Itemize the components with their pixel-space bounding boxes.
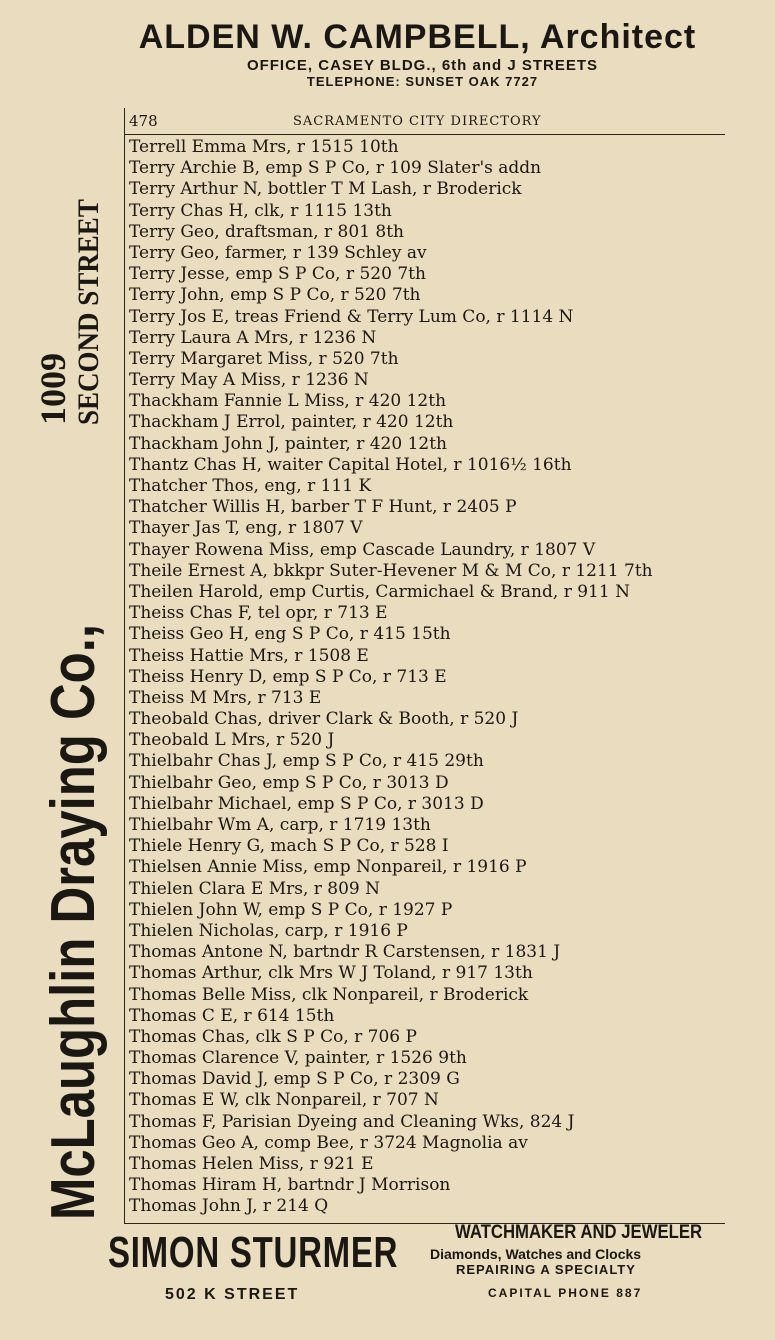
directory-entry: Terry John, emp S P Co, r 520 7th — [129, 285, 421, 306]
directory-entry: Thayer Rowena Miss, emp Cascade Laundry, r 1807 V — [129, 539, 596, 560]
directory-entry: Thomas Clarence V, painter, r 1526 9th — [129, 1048, 467, 1069]
directory-entry: Thielen Nicholas, carp, r 1916 P — [129, 920, 408, 941]
directory-entry: Thomas Hiram H, bartndr J Morrison — [129, 1175, 451, 1196]
directory-entry: Terry May A Miss, r 1236 N — [129, 370, 369, 391]
directory-entry: Terry Laura A Mrs, r 1236 N — [129, 327, 377, 348]
draying-street-number: 1009 — [33, 353, 73, 425]
directory-entry: Terry Chas H, clk, r 1115 13th — [129, 200, 392, 221]
directory-entry: Theobald L Mrs, r 520 J — [129, 730, 335, 751]
jeweler-specialty: REPAIRING A SPECIALTY — [456, 1262, 636, 1277]
directory-entry: Terry Jesse, emp S P Co, r 520 7th — [129, 264, 426, 285]
jeweler-trade: WATCHMAKER AND JEWELER — [455, 1222, 703, 1243]
directory-entry: Thielen John W, emp S P Co, r 1927 P — [129, 899, 453, 920]
directory-entry: Theiss M Mrs, r 713 E — [129, 687, 322, 708]
architect-name: ALDEN W. CAMPBELL, Architect — [138, 18, 697, 56]
jeweler-phone: CAPITAL PHONE 887 — [488, 1286, 643, 1300]
directory-entry: Theilen Harold, emp Curtis, Carmichael & Brand, r 911 N — [129, 581, 630, 602]
directory-entry: Thomas C E, r 614 15th — [129, 1005, 335, 1026]
directory-entry: Thackham J Errol, painter, r 420 12th — [129, 412, 454, 433]
draying-street-name: SECOND STREET — [72, 199, 105, 425]
directory-entry: Thatcher Thos, eng, r 111 K — [129, 476, 372, 496]
directory-entry: Thomas Antone N, bartndr R Carstensen, r 1831 J — [129, 942, 561, 963]
directory-entry: Theobald Chas, driver Clark & Booth, r 520 J — [129, 709, 519, 730]
directory-entry: Terry Jos E, treas Friend & Terry Lum Co, r 1114 N — [129, 306, 574, 327]
side-advertisement — [20, 120, 120, 1220]
jeweler-address: 502 K STREET — [165, 1286, 300, 1303]
directory-entry: Thomas F, Parisian Dyeing and Cleaning Wks, 824 J — [129, 1111, 575, 1132]
directory-entry: Thackham Fannie L Miss, r 420 12th — [129, 391, 447, 412]
directory-entry: Thiele Henry G, mach S P Co, r 528 I — [129, 836, 449, 857]
directory-entry: Thomas David J, emp S P Co, r 2309 G — [129, 1069, 460, 1090]
directory-entry: Theile Ernest A, bkkpr Suter-Hevener M & M Co, r 1211 7th — [129, 560, 653, 581]
page-header — [125, 108, 725, 135]
jeweler-name: SIMON STURMER — [108, 1228, 399, 1277]
directory-entry: Thantz Chas H, waiter Capital Hotel, r 1016½ 16th — [129, 454, 572, 475]
page-number: 478 — [129, 112, 158, 130]
directory-entry: Terrell Emma Mrs, r 1515 10th — [129, 137, 399, 157]
directory-entry: Terry Arthur N, bottler T M Lash, r Broderick — [129, 179, 522, 200]
directory-entry: Thomas E W, clk Nonpareil, r 707 N — [129, 1090, 439, 1111]
directory-entry: Terry Geo, farmer, r 139 Schley av — [129, 242, 427, 263]
directory-entry: Thackham John J, painter, r 420 12th — [129, 433, 447, 454]
directory-entry: Thomas Chas, clk S P Co, r 706 P — [129, 1026, 417, 1047]
directory-entry: Theiss Geo H, eng S P Co, r 415 15th — [129, 624, 451, 645]
directory-entry: Thielbahr Chas J, emp S P Co, r 415 29th — [129, 751, 484, 772]
directory-entry: Thomas Arthur, clk Mrs W J Toland, r 917 13th — [129, 963, 533, 984]
architect-address: OFFICE, CASEY BLDG., 6th and J STREETS — [246, 57, 599, 74]
directory-entry: Terry Archie B, emp S P Co, r 109 Slater's addn — [129, 158, 542, 179]
directory-entry: Thielbahr Wm A, carp, r 1719 13th — [129, 815, 431, 835]
directory-entry: Thatcher Willis H, barber T F Hunt, r 2405 P — [129, 497, 517, 518]
directory-entry: Thielbahr Geo, emp S P Co, r 3013 D — [129, 772, 449, 793]
directory-entry: Theiss Chas F, tel opr, r 713 E — [129, 603, 388, 624]
directory-content — [124, 108, 725, 1224]
directory-entry: Terry Geo, draftsman, r 801 8th — [129, 221, 405, 242]
directory-entry: Terry Margaret Miss, r 520 7th — [129, 348, 399, 369]
directory-entry: Thomas Belle Miss, clk Nonpareil, r Broderick — [129, 984, 529, 1005]
directory-entry: Thayer Jas T, eng, r 1807 V — [129, 518, 363, 539]
top-advertisement — [0, 18, 775, 89]
directory-entry: Thomas Geo A, comp Bee, r 3724 Magnolia av — [129, 1132, 528, 1153]
directory-entries — [129, 137, 653, 1218]
directory-entry: Theiss Hattie Mrs, r 1508 E — [129, 645, 369, 666]
jeweler-goods: Diamonds, Watches and Clocks — [430, 1246, 642, 1262]
directory-entry: Thielen Clara E Mrs, r 809 N — [129, 878, 381, 899]
directory-entry: Thomas John J, r 214 Q — [129, 1196, 329, 1217]
architect-telephone: TELEPHONE: SUNSET OAK 7727 — [306, 74, 539, 89]
directory-entry: Theiss Henry D, emp S P Co, r 713 E — [129, 666, 447, 687]
directory-entry: Thielbahr Michael, emp S P Co, r 3013 D — [129, 793, 484, 814]
directory-title: SACRAMENTO CITY DIRECTORY — [293, 114, 542, 129]
directory-entry: Thomas Helen Miss, r 921 E — [129, 1154, 374, 1174]
directory-entry: Thielsen Annie Miss, emp Nonpareil, r 1916 P — [129, 857, 527, 878]
bottom-advertisement — [100, 1222, 760, 1340]
draying-company-name: McLaughlin Draying Co., — [39, 624, 108, 1220]
